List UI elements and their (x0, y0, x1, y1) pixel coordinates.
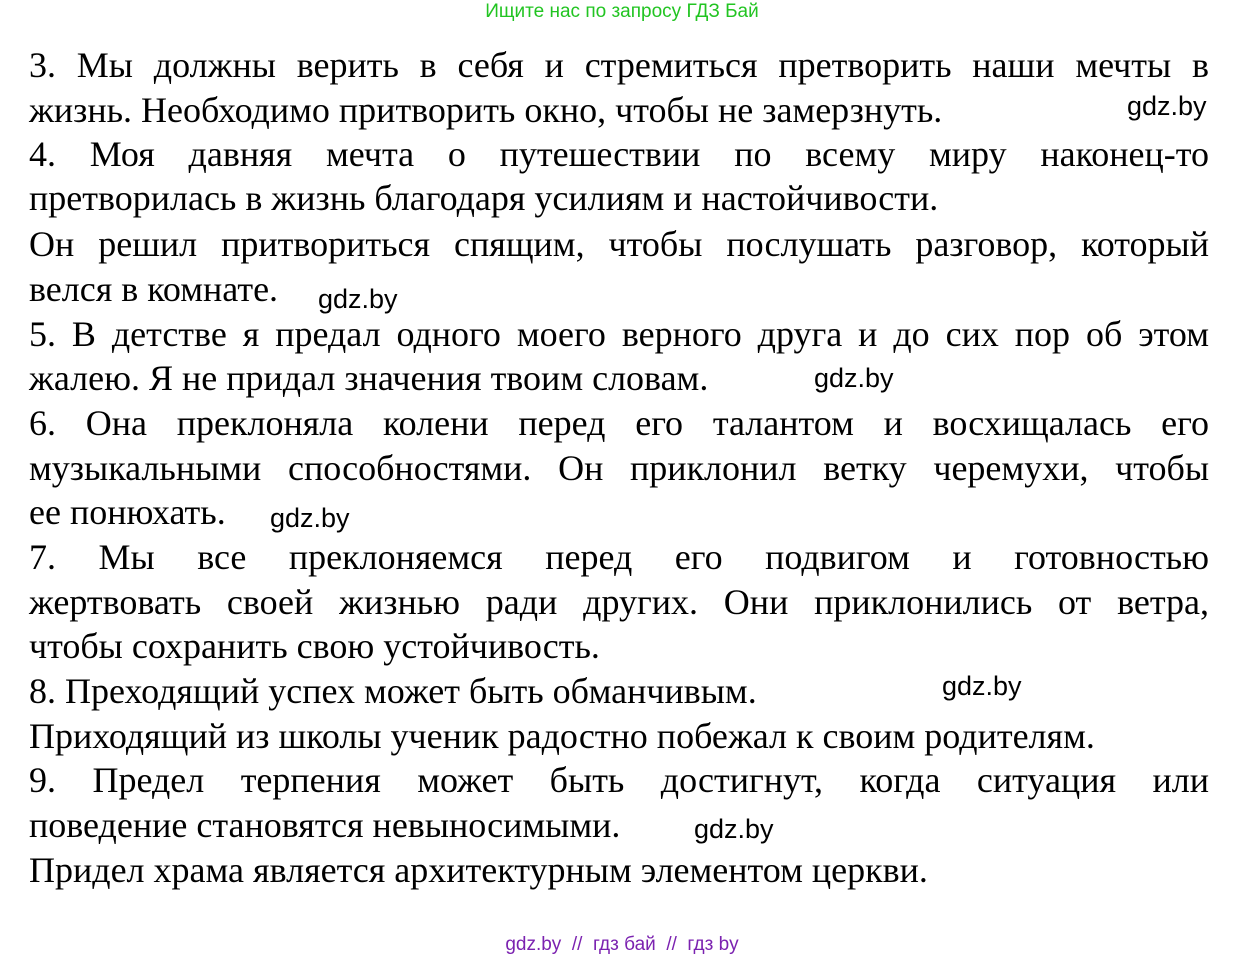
text-line: 3. Мы должны верить в себя и стремиться претворить наши мечты в (29, 45, 1209, 85)
watermark: gdz.by (270, 503, 350, 533)
text-line: Придел храма является архитектурным элементом церкви. (29, 850, 928, 890)
watermark: gdz.by (318, 284, 398, 314)
text-line: поведение становятся невыносимыми. (29, 805, 621, 845)
text-line: чтобы сохранить свою устойчивость. (29, 626, 600, 666)
text-line: 7. Мы все преклоняемся перед его подвигом и готовностью (29, 537, 1209, 577)
text-line: Он решил притвориться спящим, чтобы послушать разговор, который (29, 224, 1209, 264)
watermark: gdz.by (694, 814, 774, 844)
footer-banner: gdz.by // гдз бай // гдз by (505, 934, 739, 955)
watermark: gdz.by (1127, 91, 1207, 121)
watermark: gdz.by (942, 671, 1022, 701)
text-line: жалею. Я не придал значения твоим словам. (29, 358, 709, 398)
text-line: 9. Предел терпения может быть достигнут, когда ситуация или (29, 760, 1209, 800)
text-line: ее понюхать. (29, 492, 226, 532)
text-line: жизнь. Необходимо притворить окно, чтобы не замерзнуть. (29, 90, 943, 130)
text-line: велся в комнате. (29, 269, 279, 309)
search-hint-banner: Ищите нас по запросу ГДЗ Бай (485, 1, 759, 22)
text-line: 8. Преходящий успех может быть обманчивым. (29, 671, 757, 711)
text-line: 5. В детстве я предал одного моего верного друга и до сих пор об этом (29, 314, 1209, 354)
text-line: Приходящий из школы ученик радостно побежал к своим родителям. (29, 716, 1095, 756)
watermark: gdz.by (814, 363, 894, 393)
text-line: музыкальными способностями. Он приклонил ветку черемухи, чтобы (29, 448, 1209, 488)
text-line: 6. Она преклоняла колени перед его талантом и восхищалась его (29, 403, 1209, 443)
text-line: претворилась в жизнь благодаря усилиям и настойчивости. (29, 178, 939, 218)
text-line: 4. Моя давняя мечта о путешествии по всему миру наконец-то (29, 134, 1209, 174)
text-line: жертвовать своей жизнью ради других. Они приклонились от ветра, (29, 582, 1209, 622)
